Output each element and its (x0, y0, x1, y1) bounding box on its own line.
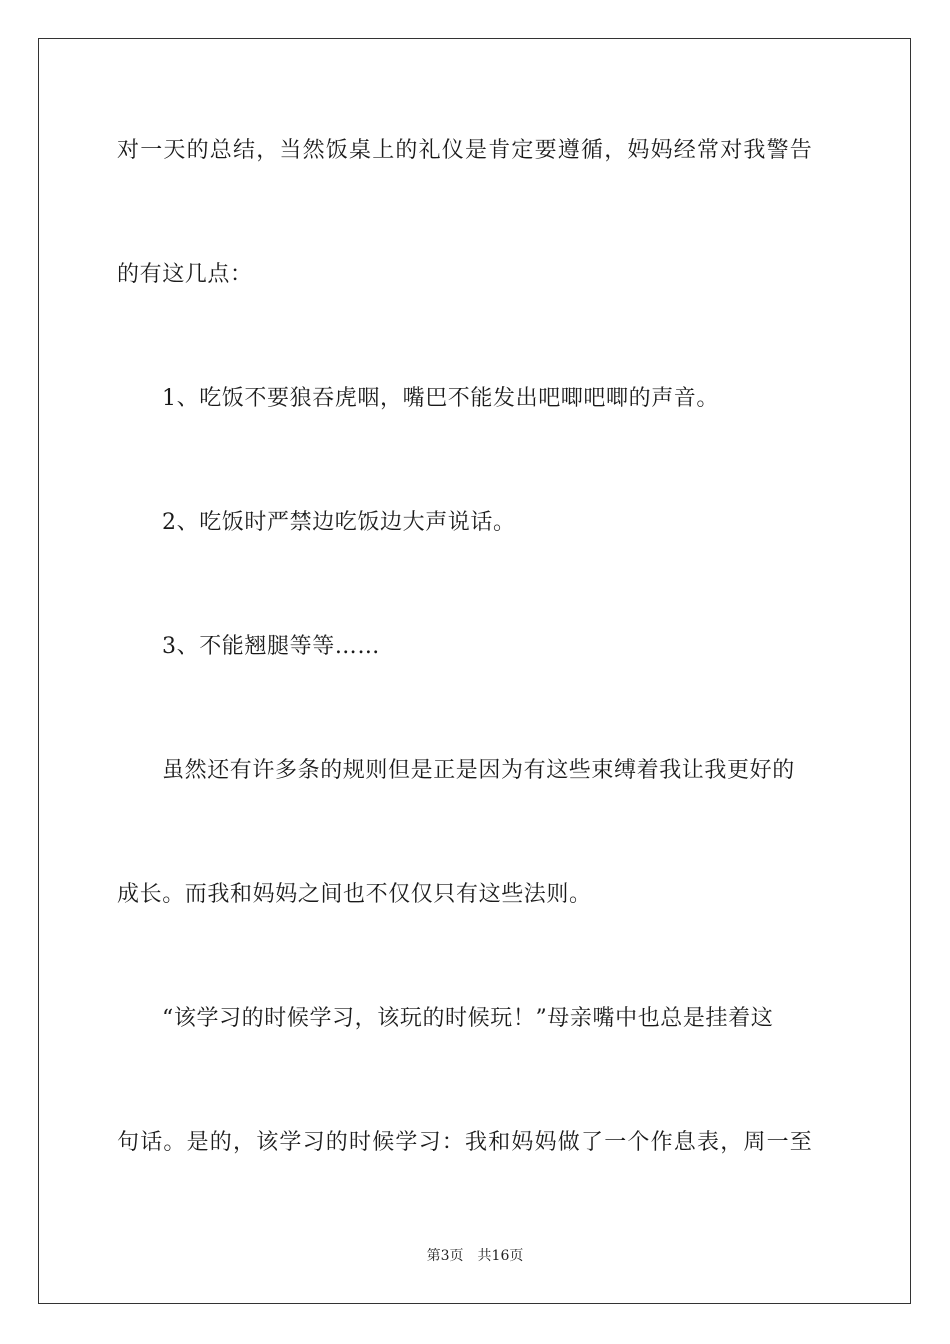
page-border (38, 38, 911, 1304)
page-footer (0, 1247, 950, 1265)
paragraph-line: 句话。是的，该学习的时候学习：我和妈妈做了一个作息表，周一至 (117, 1130, 814, 1155)
paragraph-line: 对一天的总结，当然饭桌上的礼仪是肯定要遵循，妈妈经常对我警告 (117, 138, 814, 163)
page-number: 第3页 (426, 1248, 464, 1264)
list-item: 2、吃饭时严禁边吃饭边大声说话。 (162, 510, 516, 535)
page-total: 共16页 (477, 1248, 524, 1264)
paragraph-line: 成长。而我和妈妈之间也不仅仅只有这些法则。 (117, 882, 592, 907)
list-item: 1、吃饭不要狼吞虎咽，嘴巴不能发出吧唧吧唧的声音。 (162, 386, 719, 411)
paragraph-line: 的有这几点： (117, 262, 253, 287)
list-item: 3、不能翘腿等等…… (162, 634, 380, 659)
paragraph-line: “该学习的时候学习，该玩的时候玩！”母亲嘴中也总是挂着这 (162, 1006, 774, 1031)
paragraph-line: 虽然还有许多条的规则但是正是因为有这些束缚着我让我更好的 (162, 758, 795, 783)
